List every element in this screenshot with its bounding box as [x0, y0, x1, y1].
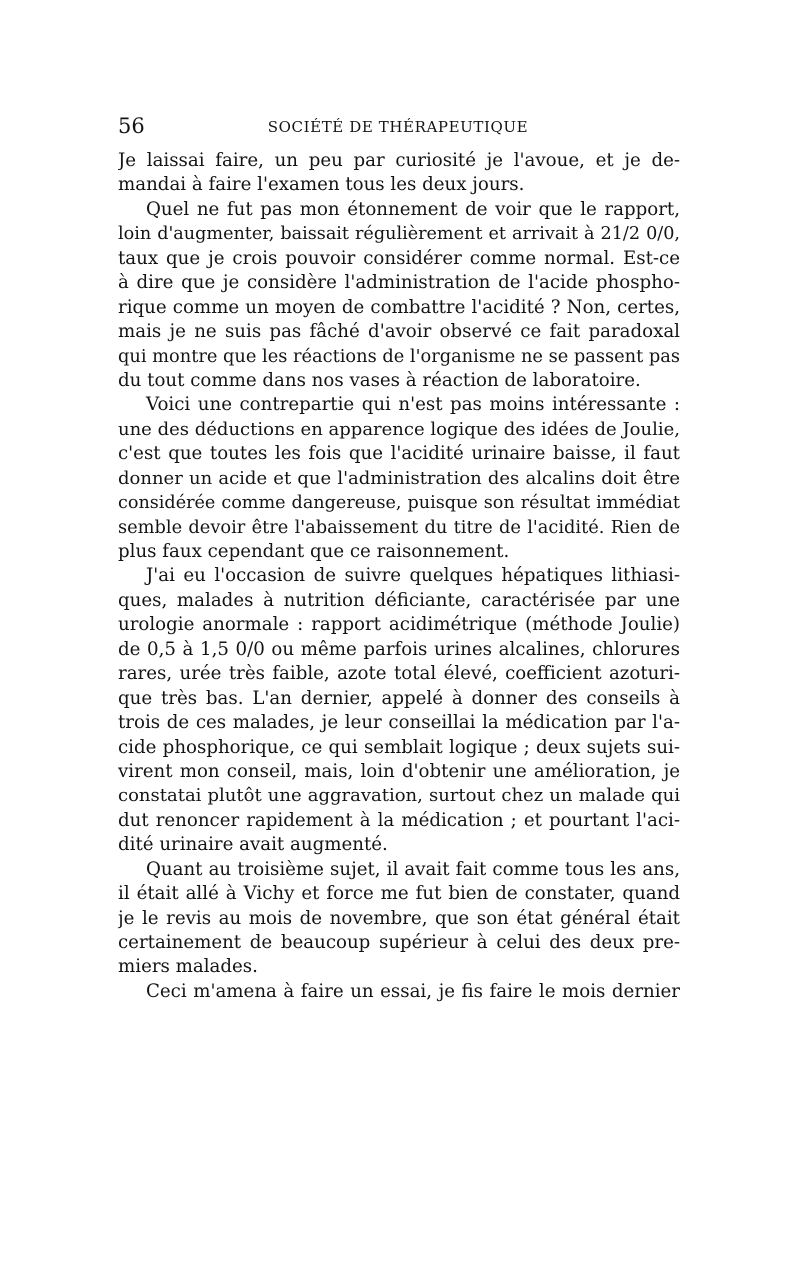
text-line: rares, urée très faible, azote total élevé, coefficient azoturi- [118, 663, 680, 685]
running-head [118, 114, 678, 140]
text-line: que très bas. L'an dernier, appelé à donner des conseils à [118, 687, 680, 709]
running-title: SOCIÉTÉ DE THÉRAPEUTIQUE [267, 118, 529, 136]
text-line: du tout comme dans nos vases à réaction de laboratoire. [118, 369, 641, 391]
text-line: une des déductions en apparence logique des idées de Joulie, [118, 418, 680, 440]
text-line: loin d'augmenter, baissait régulièrement et arrivait à 21/2 0/0, [118, 224, 680, 245]
text-line: taux que je crois pouvoir considérer comme normal. Est-ce [118, 247, 680, 269]
text-line: urologie anormale : rapport acidimétrique (méthode Joulie) [118, 614, 680, 636]
text-line: il était allé à Vichy et force me fut bien de constater, quand [118, 883, 680, 905]
text-line: semble devoir être l'abaissement du titre de l'acidité. Rien de [118, 516, 680, 538]
text-line: mandai à faire l'examen tous les deux jours. [118, 174, 525, 196]
text-line: dité urinaire avait augmenté. [118, 834, 388, 856]
text-line: virent mon conseil, mais, loin d'obtenir une amélioration, je [118, 760, 680, 782]
text-line: c'est que toutes les fois que l'acidité urinaire baisse, il faut [118, 443, 680, 465]
text-line: à dire que je considère l'administration de l'acide phospho- [118, 272, 680, 294]
text-line: donner un acide et que l'administration des alcalins doit être [118, 467, 680, 489]
text-line: Quel ne fut pas mon étonnement de voir que le rapport, [146, 198, 680, 220]
text-line: constatai plutôt une aggravation, surtout chez un malade qui [118, 785, 680, 807]
text-line: miers malades. [118, 956, 258, 978]
text-line: mais je ne suis pas fâché d'avoir observé ce fait paradoxal [118, 321, 680, 343]
text-line: Quant au troisième sujet, il avait fait comme tous les ans, [146, 858, 680, 880]
text-line: J'ai eu l'occasion de suivre quelques hépatiques lithiasi- [146, 565, 680, 587]
text-line: ques, malades à nutrition déficiante, caractérisée par une [118, 589, 680, 611]
body-text [118, 149, 680, 1004]
text-line: je le revis au mois de novembre, que son état général était [118, 907, 680, 929]
text-line: plus faux cependant que ce raisonnement. [118, 541, 510, 562]
text-line: qui montre que les réactions de l'organisme ne se passent pas [118, 345, 680, 367]
text-line: Je laissai faire, un peu par curiosité je l'avoue, et je de- [118, 150, 680, 171]
text-line: Ceci m'amena à faire un essai, je fis faire le mois dernier [146, 980, 680, 1002]
text-line: de 0,5 à 1,5 0/0 ou même parfois urines alcalines, chlorures [118, 638, 680, 660]
text-line: considérée comme dangereuse, puisque son résultat immédiat [118, 493, 680, 514]
text-line: certainement de beaucoup supérieur à celui des deux pre- [118, 932, 680, 953]
page-number: 56 [118, 114, 145, 138]
text-line: trois de ces malades, je leur conseillai la médication par l'a- [118, 712, 680, 734]
text-line: dut renoncer rapidement à la médication ; et pourtant l'aci- [118, 809, 680, 831]
text-line: rique comme un moyen de combattre l'acidité ? Non, certes, [118, 296, 680, 318]
text-line: cide phosphorique, ce qui semblait logique ; deux sujets sui- [118, 736, 680, 758]
text-line: Voici une contrepartie qui n'est pas moins intéressante : [146, 394, 680, 416]
